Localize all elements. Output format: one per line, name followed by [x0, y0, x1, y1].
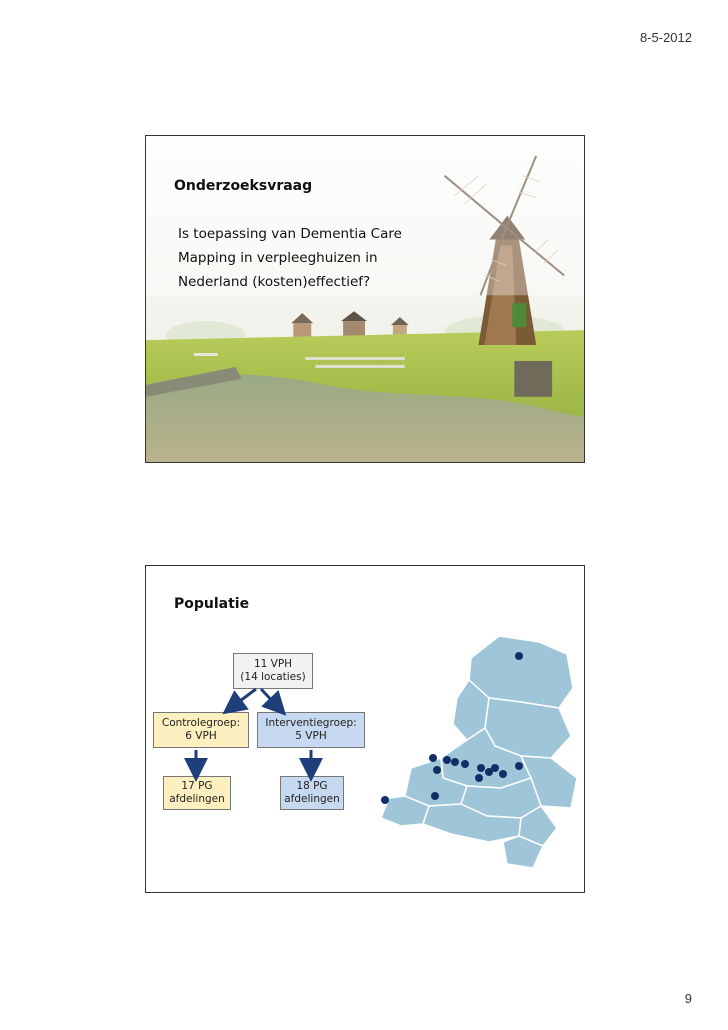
research-question	[178, 222, 402, 294]
location-dot	[443, 756, 451, 764]
slide-populatie	[145, 565, 585, 893]
location-dot	[451, 758, 459, 766]
question-line: Is toepassing van Dementia Care	[178, 226, 402, 242]
location-dot	[431, 792, 439, 800]
location-dot	[515, 762, 523, 770]
box-line: 18 PG	[296, 780, 328, 792]
intervention-pg-units-box	[280, 776, 344, 810]
location-dot	[381, 796, 389, 804]
question-line: Nederland (kosten)effectief?	[178, 274, 371, 290]
location-dot	[491, 764, 499, 772]
arrow-to-intervention	[261, 689, 278, 707]
control-pg-units-box	[163, 776, 231, 810]
location-dot	[433, 766, 441, 774]
box-line: 17 PG	[181, 780, 213, 792]
location-dot	[429, 754, 437, 762]
netherlands-map	[371, 628, 583, 872]
box-line: 6 VPH	[185, 730, 217, 742]
box-line: 11 VPH	[253, 658, 293, 670]
box-line: 5 VPH	[295, 730, 327, 742]
box-line: afdelingen	[284, 793, 340, 805]
location-dot	[499, 770, 507, 778]
location-dot	[461, 760, 469, 768]
page-number: 9	[684, 991, 692, 1006]
arrow-to-control	[232, 689, 256, 707]
slide-title: Populatie	[174, 596, 250, 612]
question-line: Mapping in verpleeghuizen in	[178, 250, 378, 266]
location-dot	[475, 774, 483, 782]
box-line: (14 locaties)	[240, 671, 306, 683]
box-line: Interventiegroep:	[265, 717, 357, 729]
box-line: Controlegroep:	[161, 717, 241, 729]
location-dot	[477, 764, 485, 772]
slide-onderzoeksvraag	[145, 135, 585, 463]
intervention-group-box	[257, 712, 365, 748]
control-group-box	[153, 712, 249, 748]
location-dot	[515, 652, 523, 660]
slide-date: 8-5-2012	[639, 30, 692, 45]
slide-title: Onderzoeksvraag	[174, 178, 313, 194]
box-line: afdelingen	[169, 793, 225, 805]
vph-total-box	[233, 653, 313, 689]
